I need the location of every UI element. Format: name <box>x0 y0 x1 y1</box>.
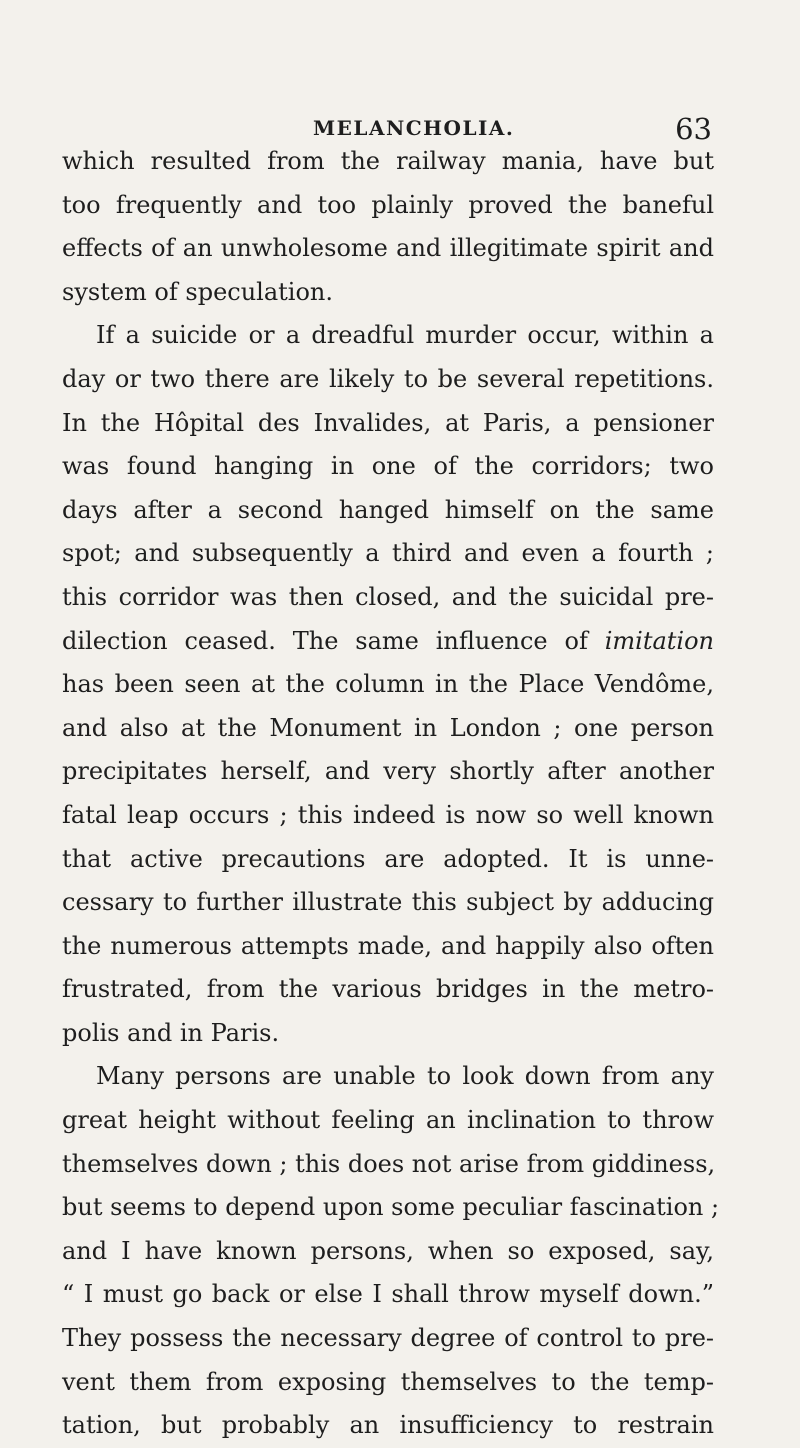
text-line: that active precautions are adopted. It is unne- <box>62 844 714 873</box>
text-line: Many persons are unable to look down from any <box>96 1062 714 1091</box>
text-line <box>62 620 714 664</box>
text-line: and also at the Monument in London ; one person <box>62 713 714 742</box>
italic-word: imitation <box>604 626 714 655</box>
text-line: They possess the necessary degree of control to pre- <box>62 1324 714 1353</box>
text-line: was found hanging in one of the corridors; two <box>62 452 714 481</box>
text-line: day or two there are likely to be several repetitions. <box>62 364 714 393</box>
text-line: days after a second hanged himself on the same <box>62 495 714 524</box>
text-line: In the Hôpital des Invalides, at Paris, a pensioner <box>62 408 714 437</box>
text-line: fatal leap occurs ; this indeed is now so well known <box>62 800 714 829</box>
text-line: the numerous attempts made, and happily also often <box>62 931 714 960</box>
text-line: polis and in Paris. <box>62 1018 280 1047</box>
text-line: frustrated, from the various bridges in the metro- <box>62 975 714 1004</box>
text-line: effects of an unwholesome and illegitimate spirit and <box>62 234 714 263</box>
text-line: themselves down ; this does not arise from giddiness, <box>62 1149 716 1178</box>
text-line: and I have known persons, when so exposed, say, <box>62 1236 714 1265</box>
text-line: has been seen at the column in the Place Vendôme, <box>62 670 714 699</box>
text-line: cessary to further illustrate this subject by adducing <box>62 888 714 917</box>
text-line: which resulted from the railway mania, have but <box>62 147 714 175</box>
text-line: system of speculation. <box>62 277 334 306</box>
text-line: precipitates herself, and very shortly after another <box>62 757 714 786</box>
text-line: “ I must go back or else I shall throw myself down.” <box>62 1280 714 1309</box>
text-line: tation, but probably an insufficiency to restrain <box>62 1411 714 1440</box>
text-line: spot; and subsequently a third and even a fourth ; <box>62 539 714 568</box>
text-segment: dilection ceased. The same influence of <box>62 626 588 655</box>
text-line: great height without feeling an inclination to throw <box>62 1106 714 1135</box>
text-line: this corridor was then closed, and the suicidal pre- <box>62 582 714 611</box>
page-number: 63 <box>675 112 712 146</box>
text-line: but seems to depend upon some peculiar fascination ; <box>62 1193 720 1222</box>
text-line: If a suicide or a dreadful murder occur, within a <box>96 321 714 350</box>
text-line: vent them from exposing themselves to the temp- <box>62 1367 714 1396</box>
running-title: MELANCHOLIA. <box>313 116 515 140</box>
text-line: too frequently and too plainly proved the baneful <box>62 190 714 219</box>
body-text <box>62 140 720 1448</box>
